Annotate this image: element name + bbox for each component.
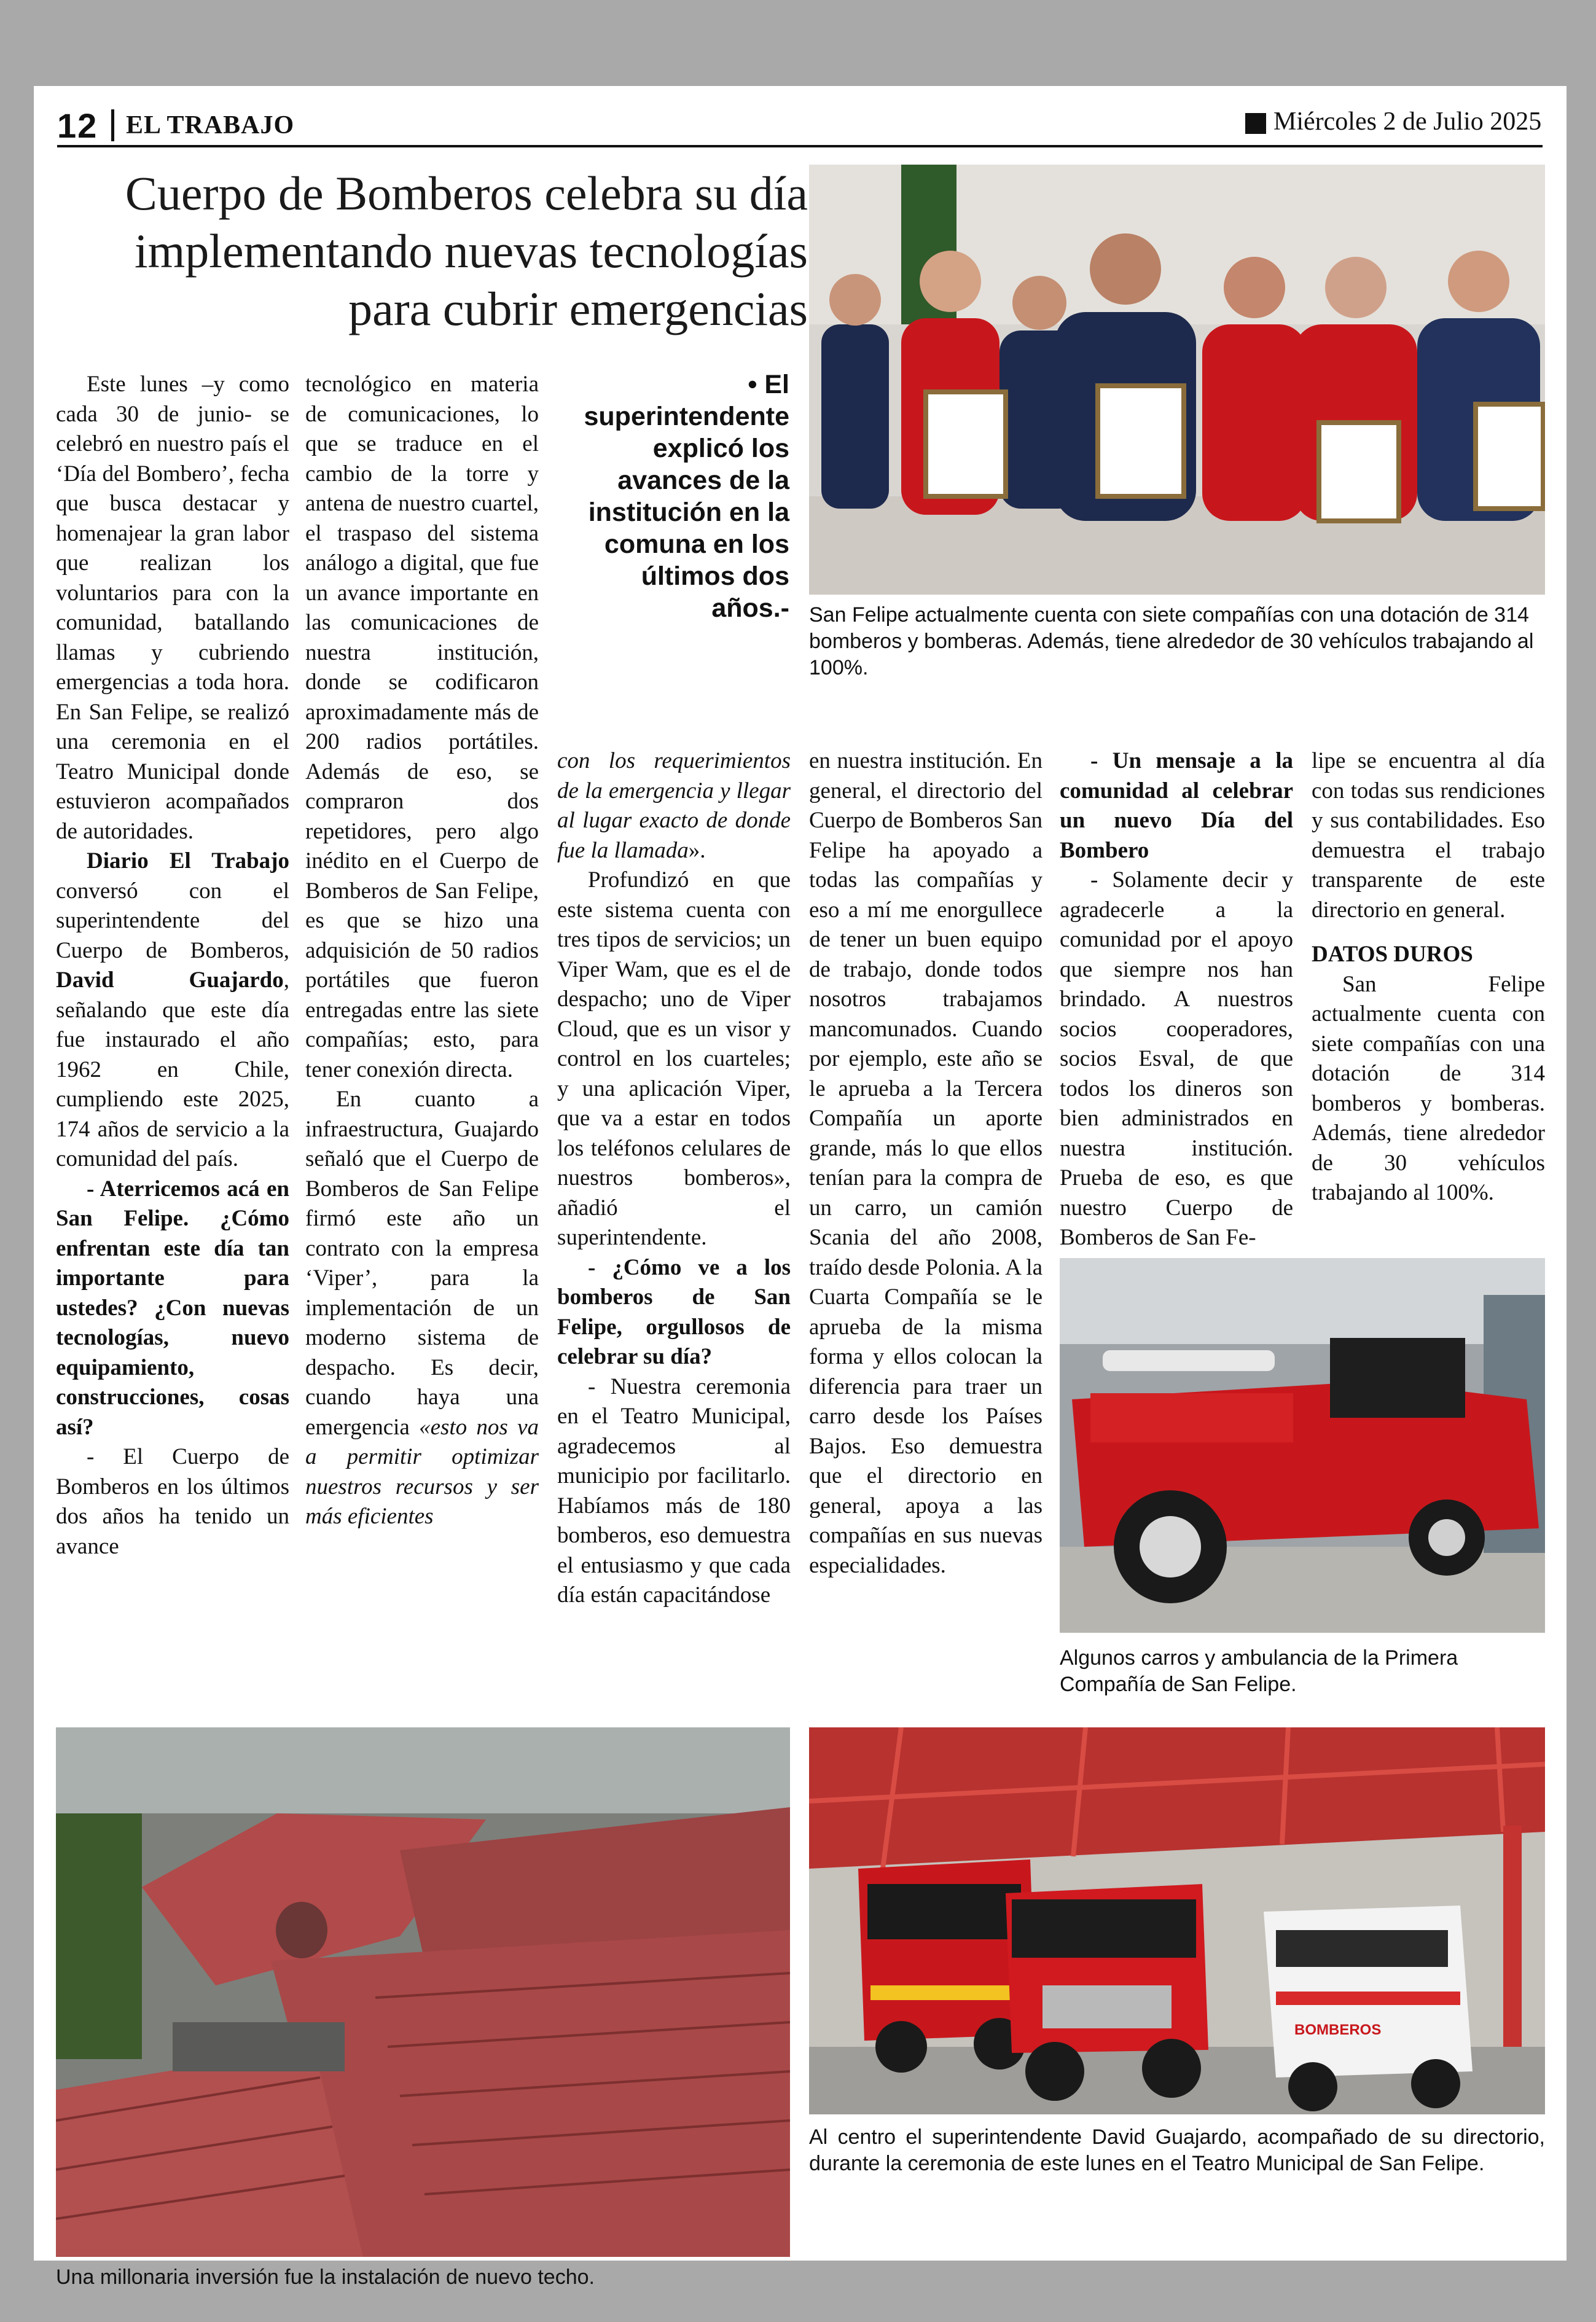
article-headline xyxy=(71,165,808,338)
fire-truck-photo xyxy=(1060,1258,1545,1633)
article-column-3 xyxy=(557,746,791,1611)
article-column-1 xyxy=(56,370,289,1562)
paragraph: San Felipe actualmente cuenta con siete compañías con una dotación de 314 bomberos y bomberas. Además, tiene alrededor de 30 vehículos trabajando al 100%. xyxy=(1312,971,1545,1205)
paragraph: Diario El Trabajo conversó con el superintendente del Cuerpo de Bomberos, David Guajardo, señalando que este día fue instaurado el año 1962 en Chile, cumpliendo este 2025, 174 años de servicio a la comunidad del país. xyxy=(56,848,289,1171)
ceremony-photo xyxy=(809,165,1545,595)
headline-line: implementando nuevas tecnologías xyxy=(134,224,808,278)
paragraph: - Nuestra ceremonia en el Teatro Municipal, agradecemos al municipio por facilitarlo. Habíamos más de 180 bomberos, eso demuestra el entusiasmo y que cada día están capacitándose xyxy=(557,1374,791,1608)
newspaper-page xyxy=(34,86,1567,2289)
pull-quote: • El superintendente explicó los avances de la institución en la comuna en los últimos dos años.- xyxy=(584,370,789,623)
ceremony-caption: San Felipe actualmente cuenta con siete compañías con una dotación de 314 bomberos y bomberas. Además, tiene alrededor de 30 vehículos trabajando al 100%. xyxy=(809,603,1534,679)
newspaper-name-mention: Diario El Trabajo xyxy=(87,848,289,874)
paragraph: En cuanto a infraestructura, Guajardo señaló que el Cuerpo de Bomberos de San Felipe firmó este año un contrato con la empresa ‘Viper’, para la implementación de un moderno sistema de despacho. Es decir, cuando haya una emergencia «esto nos va a permitir optimizar nuestros recursos y ser más eficientes xyxy=(305,1087,539,1529)
paragraph: - Solamente decir y agradecerle a la comunidad por el apoyo que siempre nos han brindado. A nuestros socios cooperadores, socios Esval, de que todos los dineros son bien administrados en nuestra institución. Prueba de eso, es que nuestro Cuerpo de Bomberos de San Fe- xyxy=(1060,867,1293,1250)
garage-caption: Al centro el superintendente David Guajardo, acompañado de su directorio, durante la ceremonia de este lunes en el Teatro Municipal de San Felipe. xyxy=(809,2125,1545,2175)
interview-question: - ¿Cómo ve a los bomberos de San Felipe, orgullosos de celebrar su día? xyxy=(557,1254,791,1369)
paragraph: lipe se encuentra al día con todas sus rendiciones y sus contabilidades. Eso demuestra el trabajo transparente de este directorio en general. xyxy=(1312,748,1545,923)
paragraph: Este lunes –y como cada 30 de junio- se celebró en nuestro país el ‘Día del Bombero’, fecha que busca destacar y homenajear la gran labor que realizan los voluntarios para con la comunidad, batallando llamas y cubriendo emergencias a toda hora. En San Felipe, se realizó una ceremonia en el Teatro Municipal donde estuvieron acompañados de autoridades. xyxy=(56,372,289,844)
ambulance-label: BOMBEROS xyxy=(1294,2022,1382,2038)
paragraph: tecnológico en materia de comunicaciones, lo que se traduce en el cambio de la torre y antena de nuestro cuartel, el traspaso del sistema análogo a digital, que fue un avance importante en las comunicaciones de nuestra institución, donde se codificaron aproximadamente más de 200 radios portátiles. Además de eso, se compraron dos repetidores, pero algo inédito en el Cuerpo de Bomberos de San Felipe, es que se hizo una adquisición de 50 radios portátiles que fueron entregadas entre las siete compañías; esto, para tener conexión directa. xyxy=(305,372,539,1082)
garage-photo xyxy=(809,1727,1545,2114)
article-column-2 xyxy=(305,370,539,1532)
quote-italic: «esto nos va a permitir optimizar nuestros recursos y ser más eficientes xyxy=(305,1414,539,1529)
paragraph: con los requerimientos de la emergencia y llegar al lugar exacto de donde fue la llamada». xyxy=(557,748,791,863)
roof-caption: Una millonaria inversión fue la instalación de nuevo techo. xyxy=(56,2265,595,2289)
interview-question: - Aterricemos acá en San Felipe. ¿Cómo enfrentan este día tan importante para ustedes? ¿Con nuevas tecnologías, nuevo equipamiento, construcciones, cosas así? xyxy=(56,1176,289,1440)
paragraph: en nuestra institución. En general, el directorio del Cuerpo de Bomberos San Felipe ha apoyado a todas las compañías y eso a mí me enorgullece de tener un buen equipo de trabajo, donde todos nosotros trabajamos mancomunados. Cuando por ejemplo, este año se le aprueba a la Tercera Compañía un aporte grande, más lo que ellos tenían para la compra de un carro, un camión Scania del año 2008, traído desde Polonia. A la Cuarta Compañía se le aprueba de la misma forma y ellos colocan la diferencia para traer un carro desde los Países Bajos. Eso demuestra que el directorio en general, apoya a las compañías en sus nuevas especialidades. xyxy=(809,748,1042,1578)
paragraph: - El Cuerpo de Bomberos en los últimos dos años ha tenido un avance xyxy=(56,1444,289,1559)
newspaper-name: EL TRABAJO xyxy=(126,111,295,139)
roof-photo xyxy=(56,1727,790,2257)
date-square-icon xyxy=(1245,113,1266,134)
article-column-4 xyxy=(809,746,1042,1581)
headline-line: Cuerpo de Bomberos celebra su día xyxy=(125,166,808,220)
header-rule xyxy=(57,145,1543,147)
article-column-6 xyxy=(1312,746,1545,1208)
fire-truck-caption: Algunos carros y ambulancia de la Primera Compañía de San Felipe. xyxy=(1060,1646,1458,1696)
headline-line: para cubrir emergencias xyxy=(348,282,808,335)
issue-date: Miércoles 2 de Julio 2025 xyxy=(1273,108,1542,136)
paragraph: Profundizó en que este sistema cuenta con tres tipos de servicios; un Viper Wam, que es el de despacho; uno de Viper Cloud, que es un visor y control en los cuarteles; y una aplicación Viper, que va a estar en todos los teléfonos celulares de nuestros bomberos», añadió el superintendente. xyxy=(557,867,791,1250)
person-name: David Guajardo xyxy=(56,968,284,993)
section-heading: DATOS DUROS xyxy=(1312,942,1473,967)
interview-question: - Un mensaje a la comunidad al celebrar un nuevo Día del Bombero xyxy=(1060,748,1293,863)
article-column-5 xyxy=(1060,746,1293,1253)
header-divider xyxy=(111,109,114,141)
page-number: 12 xyxy=(57,106,98,145)
